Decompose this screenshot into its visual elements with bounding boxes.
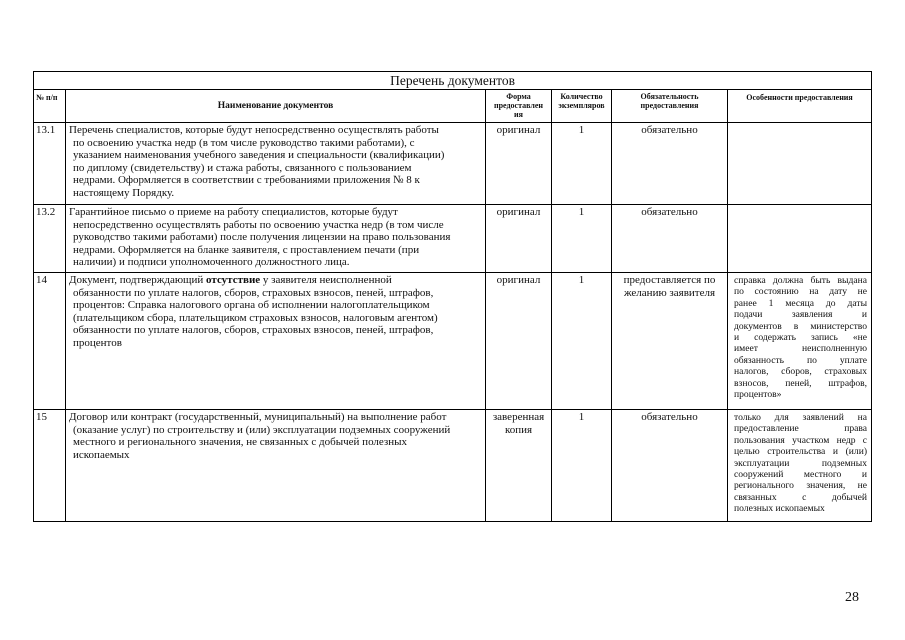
row-form: заверенная копия: [486, 410, 552, 522]
row-count: 1: [552, 273, 612, 410]
page-number: 28: [845, 590, 859, 605]
row-notes: только для заявлений на предоставление права пользования участком недр с целью строительства и (или) эксплуатации подземных сооружений местного и регионального значения, не связанных с добычей полезных ископаемых: [728, 410, 872, 522]
row-required: обязательно: [612, 123, 728, 205]
row-count: 1: [552, 205, 612, 273]
row-form: оригинал: [486, 123, 552, 205]
header-count: Количество экземпляров: [552, 90, 612, 123]
table-row: [34, 410, 872, 522]
table-row: [34, 123, 872, 205]
header-name: Наименование документов: [66, 90, 486, 123]
row-num: 13.2: [34, 205, 66, 273]
row-num: 14: [34, 273, 66, 410]
table-row: [34, 205, 872, 273]
table-title: Перечень документов: [34, 72, 872, 90]
row-required: обязательно: [612, 205, 728, 273]
documents-table-frame: [33, 71, 871, 522]
header-num: № п/п: [34, 90, 66, 123]
row-notes: [728, 205, 872, 273]
row-required: обязательно: [612, 410, 728, 522]
header-form: Форма предоставлен ия: [486, 90, 552, 123]
row-name: Перечень специалистов, которые будут непосредственно осуществлять работы по освоению участка недр (в том числе руководство такими работами), с указанием наименования учебного заведения и специальности (квалификации) по диплому (свидетельству) и стажа работы, связанного с пользованием недрами. Оформляется в соответствии с требованиями приложения № 8 к настоящему Порядку.: [66, 123, 486, 205]
row-name: Документ, подтверждающий отсутствие у заявителя неисполненной обязанности по уплате налогов, сборов, страховых взносов, пеней, штрафов, процентов: Справка налогового органа об исполнении налогоплательщиком (плательщиком сбора, плательщиком страховых взносов, налоговым агентом) обязанности по уплате налогов, сборов, страховых взносов, пеней, штрафов, процентов: [66, 273, 486, 410]
row-num: 15: [34, 410, 66, 522]
row-name: Договор или контракт (государственный, муниципальный) на выполнение работ (оказание услуг) по строительству и (или) эксплуатации подземных сооружений местного и регионального значения, не связанных с добычей полезных ископаемых: [66, 410, 486, 522]
emphasis-text: отсутствие: [206, 274, 261, 286]
row-num: 13.1: [34, 123, 66, 205]
row-notes: справка должна быть выдана по состоянию на дату не ранее 1 месяца до даты подачи заявления и документов в министерство и содержать запись «не имеет неисполненную обязанность по уплате налогов, сборов, страховых взносов, пеней, штрафов, процентов»: [728, 273, 872, 410]
table-header-row: [34, 90, 872, 123]
row-count: 1: [552, 123, 612, 205]
row-name: Гарантийное письмо о приеме на работу специалистов, которые будут непосредственно осуществлять работы по освоению участка недр (в том числе руководство такими работами) после получения лицензии на право пользования недрами. Оформляется на бланке заявителя, с проставлением печати (при наличии) и подписи уполномоченного должностного лица.: [66, 205, 486, 273]
table-row: [34, 273, 872, 410]
row-required: предоставляется по желанию заявителя: [612, 273, 728, 410]
header-notes: Особенности предоставления: [728, 90, 872, 123]
row-notes: [728, 123, 872, 205]
documents-table: [33, 71, 872, 522]
row-form: оригинал: [486, 205, 552, 273]
header-required: Обязательность предоставления: [612, 90, 728, 123]
row-form: оригинал: [486, 273, 552, 410]
row-count: 1: [552, 410, 612, 522]
